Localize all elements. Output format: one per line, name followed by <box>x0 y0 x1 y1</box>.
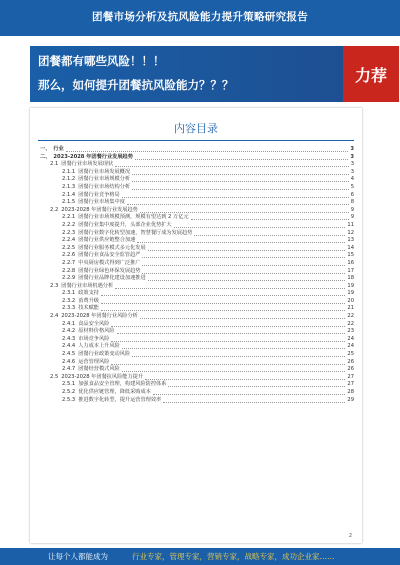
toc-leader-dots <box>135 159 348 160</box>
toc-entry-text: 团餐行业集中度提升，头部企业优势扩大 <box>78 221 172 228</box>
toc-entry-text: 团餐行业数字化转型加速，智慧餐厅成为发展趋势 <box>78 229 193 236</box>
toc-entry-text: 推进数字化转型，提升运营管理效率 <box>78 396 162 403</box>
toc-leader-dots <box>153 394 346 395</box>
toc-leader-dots <box>168 386 345 387</box>
toc-leader-dots <box>66 151 349 152</box>
toc-entry-page: 26 <box>347 366 354 373</box>
toc-entry-number: 2.5.3 <box>62 396 76 403</box>
toc-entry-text: 技术赋能 <box>78 305 99 312</box>
toc-entry-number: 2.4.5 <box>62 351 76 358</box>
toc-entry-page: 23 <box>347 328 354 335</box>
toc-leader-dots <box>132 181 349 182</box>
toc-leader-dots <box>148 280 346 281</box>
toc-entry-text: 原材料价格风险 <box>78 328 115 335</box>
toc-leader-dots <box>111 364 345 365</box>
top-header-bar <box>0 0 400 36</box>
toc-leader-dots <box>101 310 345 311</box>
toc-entry[interactable] <box>38 381 354 389</box>
toc-entry-text: 行业 <box>53 146 64 152</box>
toc-entry-page: 24 <box>347 343 354 350</box>
toc-entry-page: 9 <box>350 206 354 213</box>
toc-entry[interactable] <box>38 305 354 313</box>
toc-leader-dots <box>174 227 346 228</box>
toc-entry-text: 团餐行业市场规模分析 <box>78 176 131 183</box>
toc-entry-number: 2.1 <box>50 161 59 168</box>
toc-entry-page: 15 <box>347 252 354 259</box>
toc-title: 内容目录 <box>174 122 218 135</box>
toc-entry-number: 2.2.3 <box>62 229 76 236</box>
toc-entry-page: 26 <box>347 358 354 365</box>
toc-entry-text: 2023-2028 年团餐抗风险能力提升 <box>61 373 144 380</box>
toc-entry-text: 团餐行业食品安全监管趋严 <box>78 252 141 259</box>
toc-entry-text: 2023-2028 年团餐行业风险分析 <box>61 313 138 320</box>
toc-leader-dots <box>132 174 349 175</box>
toc-entry-number: 2.2.2 <box>62 221 76 228</box>
toc-entry[interactable] <box>38 184 354 192</box>
toc-entry-number: 2.4.4 <box>62 343 76 350</box>
toc-entry-text: 团餐行业品牌化建设加速推进 <box>78 275 146 282</box>
toc-entry-text: 团餐行业市场机遇分析 <box>61 282 114 289</box>
toc-leader-dots <box>163 402 345 403</box>
toc-entry-page: 22 <box>347 313 354 320</box>
toc-entry-page: 27 <box>347 381 354 388</box>
toc-entry-text: 团餐行业市场发展现状 <box>61 161 114 168</box>
toc-entry-number: 2.2.4 <box>62 237 76 244</box>
toc-entry-number: 2.1.4 <box>62 191 76 198</box>
toc-entry-text: 团餐行业供应链整合加速 <box>78 237 136 244</box>
toc-leader-dots <box>140 318 346 319</box>
toc-entry-page: 6 <box>350 191 354 198</box>
toc-entry-page: 12 <box>347 229 354 236</box>
toc-entry-text: 运营管理风险 <box>78 358 110 365</box>
toc-entry-number: 2.3.3 <box>62 305 76 312</box>
recommend-seal: 力荐 <box>343 46 399 102</box>
toc-entry-page: 28 <box>347 389 354 395</box>
toc-entry-page: 24 <box>347 335 354 342</box>
footer-bar <box>0 548 400 565</box>
toc-leader-dots <box>127 204 349 205</box>
toc-entry[interactable] <box>38 199 354 207</box>
toc-leader-dots <box>122 371 346 372</box>
toc-entry-text: 团餐行业市场集中度 <box>78 199 125 206</box>
toc-leader-dots <box>122 197 349 198</box>
toc-entry-page: 21 <box>347 305 354 312</box>
document-page <box>30 108 362 543</box>
toc-entry-page: 4 <box>350 176 354 183</box>
toc-entry-text: 优化供应链管理，降低采购成本 <box>78 389 151 395</box>
toc-leader-dots <box>115 166 349 167</box>
toc-entry[interactable] <box>38 397 354 405</box>
toc-entry-text: 团餐行业市场发展概况 <box>78 168 131 175</box>
toc-entry-number: 二、 <box>40 153 51 160</box>
toc-entry-page: 11 <box>347 221 354 228</box>
toc-entry[interactable] <box>38 290 354 298</box>
toc-entry-number: 2.1.3 <box>62 183 76 190</box>
toc-entry[interactable] <box>38 222 354 230</box>
page-number: 2 <box>348 533 352 539</box>
toc-leader-dots <box>111 326 345 327</box>
toc-entry-page: 13 <box>347 237 354 244</box>
toc-entry[interactable] <box>38 161 354 169</box>
toc-leader-dots <box>191 219 349 220</box>
toc-entry[interactable] <box>38 328 354 336</box>
toc-entry-number: 2.5.2 <box>62 389 76 395</box>
toc-entry-text: 消费升级 <box>78 297 99 304</box>
toc-entry-page: 8 <box>350 199 354 206</box>
toc-entry-number: 2.1.2 <box>62 176 76 183</box>
toc-entry-number: 2.2.9 <box>62 275 76 282</box>
footer-slogan-left: 让每个人都能成为 <box>48 552 108 561</box>
toc-entry[interactable] <box>38 268 354 276</box>
toc-entry-number: 2.2 <box>50 206 59 213</box>
toc-entry-number: 2.5.1 <box>62 381 76 388</box>
toc-leader-dots <box>142 265 345 266</box>
toc-entry-page: 25 <box>347 351 354 358</box>
toc-entry[interactable] <box>38 230 354 238</box>
toc-entry-text: 2023-2028 年团餐行业发展趋势 <box>61 206 138 213</box>
toc-leader-dots <box>115 288 345 289</box>
toc-entry-text: 市场竞争风险 <box>78 335 110 342</box>
toc-entry[interactable] <box>38 176 354 184</box>
toc-entry-text: 团餐行业市场规模预测，规模有望达到 2 万亿元 <box>78 214 189 221</box>
toc-leader-dots <box>132 189 349 190</box>
toc-entry-number: 2.2.6 <box>62 252 76 259</box>
toc-leader-dots <box>122 348 346 349</box>
toc-leader-dots <box>117 333 346 334</box>
toc-entry-number: 2.4.3 <box>62 335 76 342</box>
toc-entry-page: 9 <box>350 214 354 221</box>
toc-entry-page: 29 <box>347 396 354 403</box>
toc-divider <box>38 140 354 141</box>
toc-entry[interactable] <box>38 275 354 283</box>
banner-subheadline: 那么，如何提升团餐抗风险能力？？？ <box>38 78 234 92</box>
toc-entry-page: 20 <box>347 297 354 304</box>
toc-entry[interactable] <box>38 214 354 222</box>
toc-entry-number: 2.4.7 <box>62 366 76 373</box>
toc-entry-page: 14 <box>347 244 354 251</box>
toc-entry-text: 人力成本上升风险 <box>78 343 120 350</box>
toc-leader-dots <box>101 303 345 304</box>
toc-entry-number: 2.5 <box>50 373 59 380</box>
toc-leader-dots <box>137 242 345 243</box>
toc-entry-text: 食品安全风险 <box>78 320 110 327</box>
toc-entry[interactable] <box>38 389 354 397</box>
toc-entry[interactable] <box>38 146 354 154</box>
toc-entry-number: 2.2.7 <box>62 259 76 266</box>
footer-slogan-right: 行业专家，管理专家，营销专家，战略专家，成功企业家…… <box>132 552 335 561</box>
toc-entry-page: 16 <box>347 259 354 266</box>
toc-leader-dots <box>142 257 345 258</box>
toc-entry[interactable] <box>38 313 354 321</box>
toc-leader-dots <box>148 250 346 251</box>
toc-leader-dots <box>111 341 345 342</box>
toc-entry-text: 团餐行业政策变动风险 <box>78 351 131 358</box>
toc-leader-dots <box>101 295 345 296</box>
toc-entry[interactable] <box>38 366 354 374</box>
toc-entry-page: 22 <box>347 320 354 327</box>
toc-entry-page: 19 <box>347 282 354 289</box>
toc-entry-number: 2.1.1 <box>62 168 76 175</box>
toc-entry[interactable] <box>38 237 354 245</box>
toc-entry-page: 5 <box>350 183 354 190</box>
toc-leader-dots <box>140 212 349 213</box>
toc-entry-text: 团餐行业服务模式多元化发展 <box>78 244 146 251</box>
report-title: 团餐市场分析及抗风险能力提升策略研究报告 <box>92 11 308 23</box>
toc-entry-number: 2.2.1 <box>62 214 76 221</box>
toc-entry-page: 3 <box>350 168 354 175</box>
toc-entry-text: 加强食品安全管理，构建风险防控体系 <box>78 381 167 388</box>
toc-entry-text: 团餐经营模式风险 <box>78 366 120 373</box>
toc-leader-dots <box>145 379 345 380</box>
toc-entry-number: 2.4.2 <box>62 328 76 335</box>
toc-entry-number: 2.3.1 <box>62 290 76 297</box>
toc-entry-text: 团餐行业绿色环保发展趋势 <box>78 267 141 274</box>
toc-entry-page: 3 <box>350 153 354 160</box>
toc-entry-number: 2.4.1 <box>62 320 76 327</box>
toc-entry-number: 一、 <box>40 146 51 152</box>
toc-entry[interactable] <box>38 351 354 359</box>
toc-entry-text: 政策支持 <box>78 290 99 297</box>
toc-entry-number: 2.3.2 <box>62 297 76 304</box>
toc-entry-text: 2023-2028 年团餐行业发展趋势 <box>53 153 133 160</box>
toc-entry-page: 18 <box>347 275 354 282</box>
toc-entry-page: 19 <box>347 290 354 297</box>
toc-entry[interactable] <box>38 260 354 268</box>
toc-leader-dots <box>142 273 345 274</box>
toc-entry-text: 中央厨房模式得到广泛推广 <box>78 259 141 266</box>
toc-leader-dots <box>132 356 345 357</box>
toc-entry-page: 3 <box>350 161 354 168</box>
toc-leader-dots <box>194 235 345 236</box>
toc-entry[interactable] <box>38 343 354 351</box>
banner-headline: 团餐都有哪些风险！！！ <box>38 54 165 68</box>
toc-entry-page: 17 <box>347 267 354 274</box>
toc-entry-text: 团餐行业市场结构分析 <box>78 183 131 190</box>
toc-entry-number: 2.1.5 <box>62 199 76 206</box>
toc-entry-page: 3 <box>350 146 354 152</box>
toc-entry-text: 团餐行业竞争格局 <box>78 191 120 198</box>
toc-entry-number: 2.4.6 <box>62 358 76 365</box>
toc-entry[interactable] <box>38 252 354 260</box>
toc-entry-number: 2.4 <box>50 313 59 320</box>
toc-entry-number: 2.3 <box>50 282 59 289</box>
toc-entry-page: 27 <box>347 373 354 380</box>
promo-banner <box>30 46 384 102</box>
toc-entry-number: 2.2.5 <box>62 244 76 251</box>
toc-list <box>38 146 354 404</box>
toc-entry-number: 2.2.8 <box>62 267 76 274</box>
